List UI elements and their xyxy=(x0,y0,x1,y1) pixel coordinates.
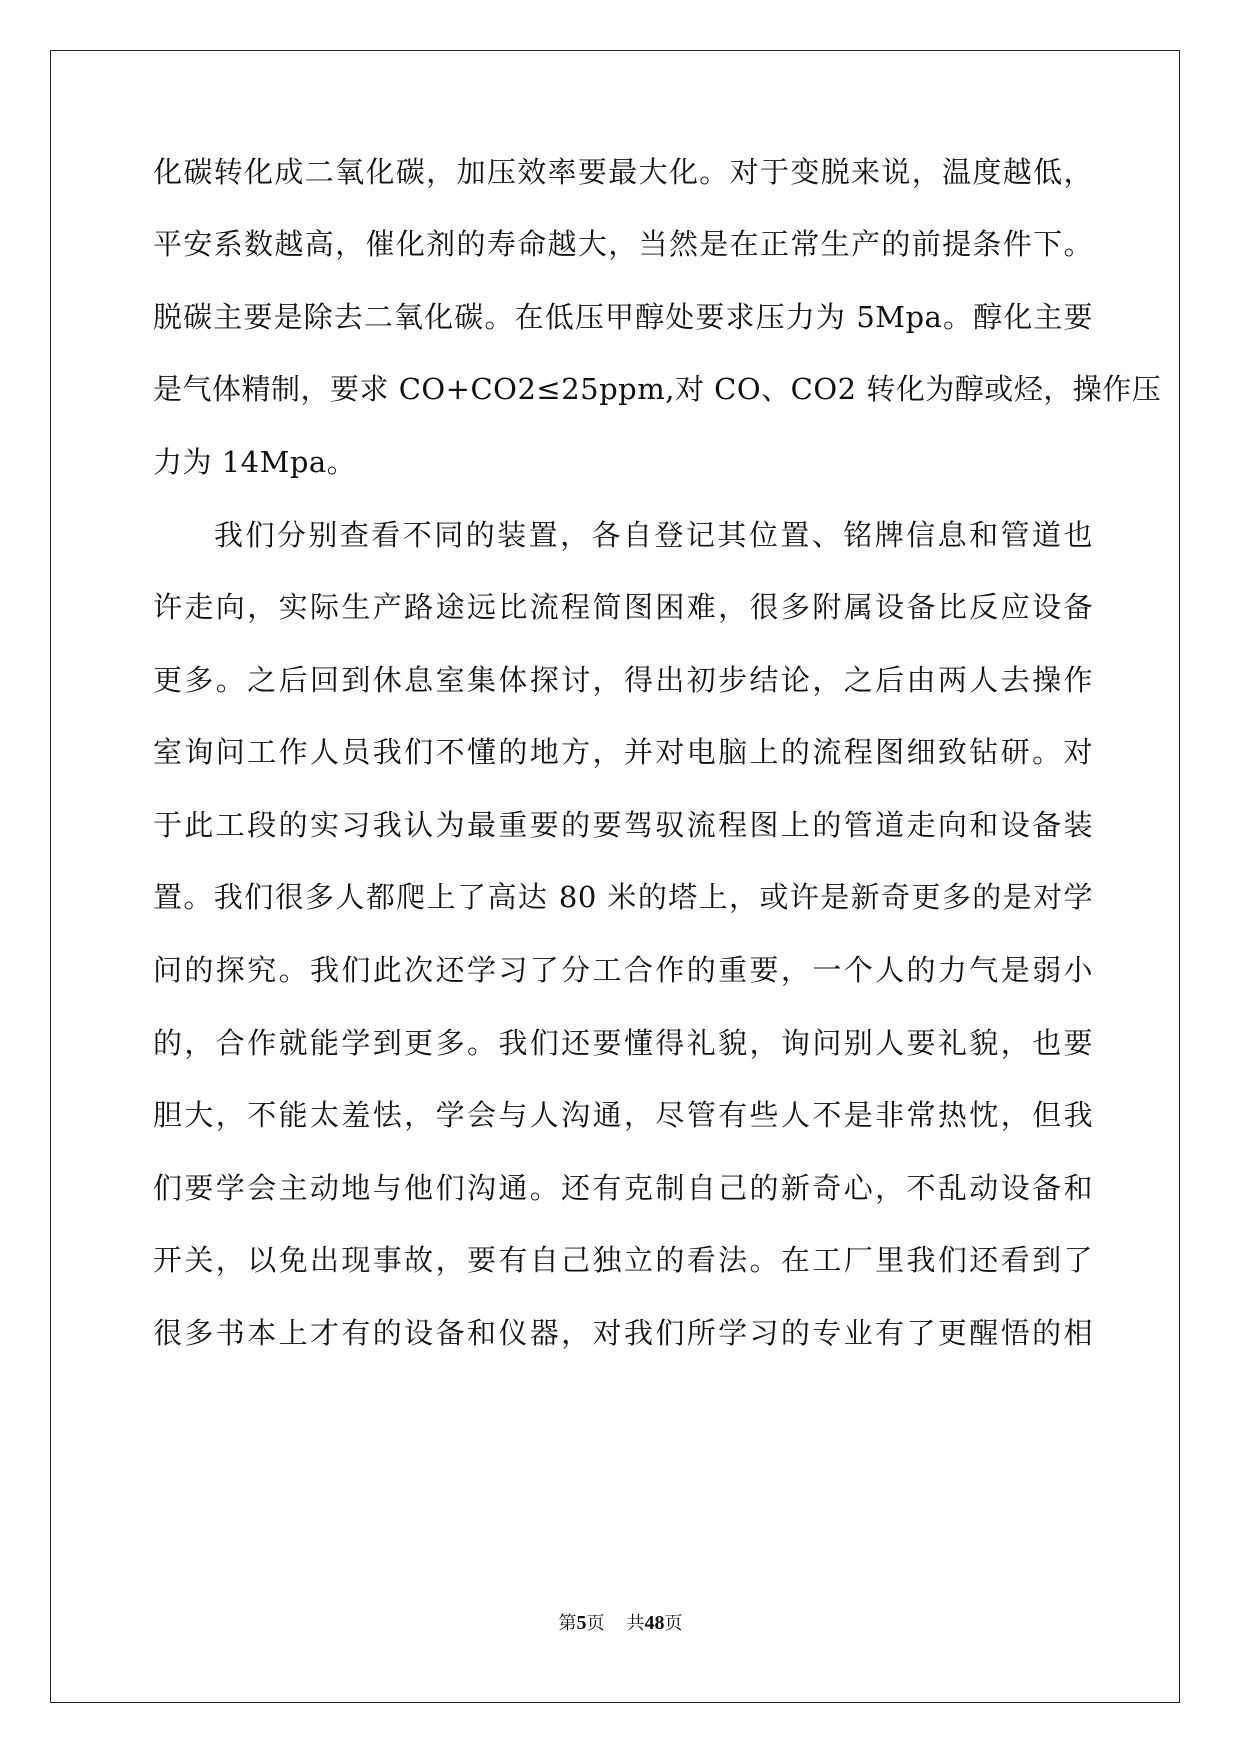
text-line: 许走向，实际生产路途远比流程简图困难，很多附属设备比反应设备 xyxy=(153,590,1093,624)
text-line: 置。我们很多人都爬上了高达 80 米的塔上，或许是新奇更多的是对学 xyxy=(153,880,1093,914)
page-prefix: 第 xyxy=(558,1613,577,1634)
total-prefix: 共 xyxy=(626,1613,645,1634)
text-line: 的，合作就能学到更多。我们还要懂得礼貌，询问别人要礼貌，也要 xyxy=(153,1026,1093,1060)
text-line: 更多。之后回到休息室集体探讨，得出初步结论，之后由两人去操作 xyxy=(153,663,1093,697)
paragraph-first-line: 我们分别查看不同的装置，各自登记其位置、铭牌信息和管道也 xyxy=(214,518,1093,552)
text-line: 室询问工作人员我们不懂的地方，并对电脑上的流程图细致钻研。对 xyxy=(153,735,1093,769)
text-line: 平安系数越高，催化剂的寿命越大，当然是在正常生产的前提条件下。 xyxy=(153,227,1093,261)
text-line: 化碳转化成二氧化碳，加压效率要最大化。对于变脱来说，温度越低， xyxy=(153,155,1093,189)
total-pages: 48 xyxy=(644,1612,665,1634)
text-line: 脱碳主要是除去二氧化碳。在低压甲醇处要求压力为 5Mpa。醇化主要 xyxy=(153,300,1093,334)
page-number: 5 xyxy=(576,1612,587,1634)
text-line: 力为 14Mpa。 xyxy=(153,445,357,479)
text-line: 是气体精制，要求 CO+CO2≤25ppm,对 CO、CO2 转化为醇或烃，操作压 xyxy=(153,372,1162,406)
text-line: 很多书本上才有的设备和仪器，对我们所学习的专业有了更醒悟的相 xyxy=(153,1316,1093,1350)
page-suffix: 页 xyxy=(586,1613,605,1634)
page-footer xyxy=(0,1608,1241,1638)
text-line: 开关，以免出现事故，要有自己独立的看法。在工厂里我们还看到了 xyxy=(153,1243,1093,1277)
text-line: 们要学会主动地与他们沟通。还有克制自己的新奇心，不乱动设备和 xyxy=(153,1171,1093,1205)
text-line: 胆大，不能太羞怯，学会与人沟通，尽管有些人不是非常热忱，但我 xyxy=(153,1098,1093,1132)
text-line: 于此工段的实习我认为最重要的要驾驭流程图上的管道走向和设备装 xyxy=(153,808,1093,842)
text-line: 问的探究。我们此次还学习了分工合作的重要，一个人的力气是弱小 xyxy=(153,953,1093,987)
total-suffix: 页 xyxy=(664,1613,683,1634)
